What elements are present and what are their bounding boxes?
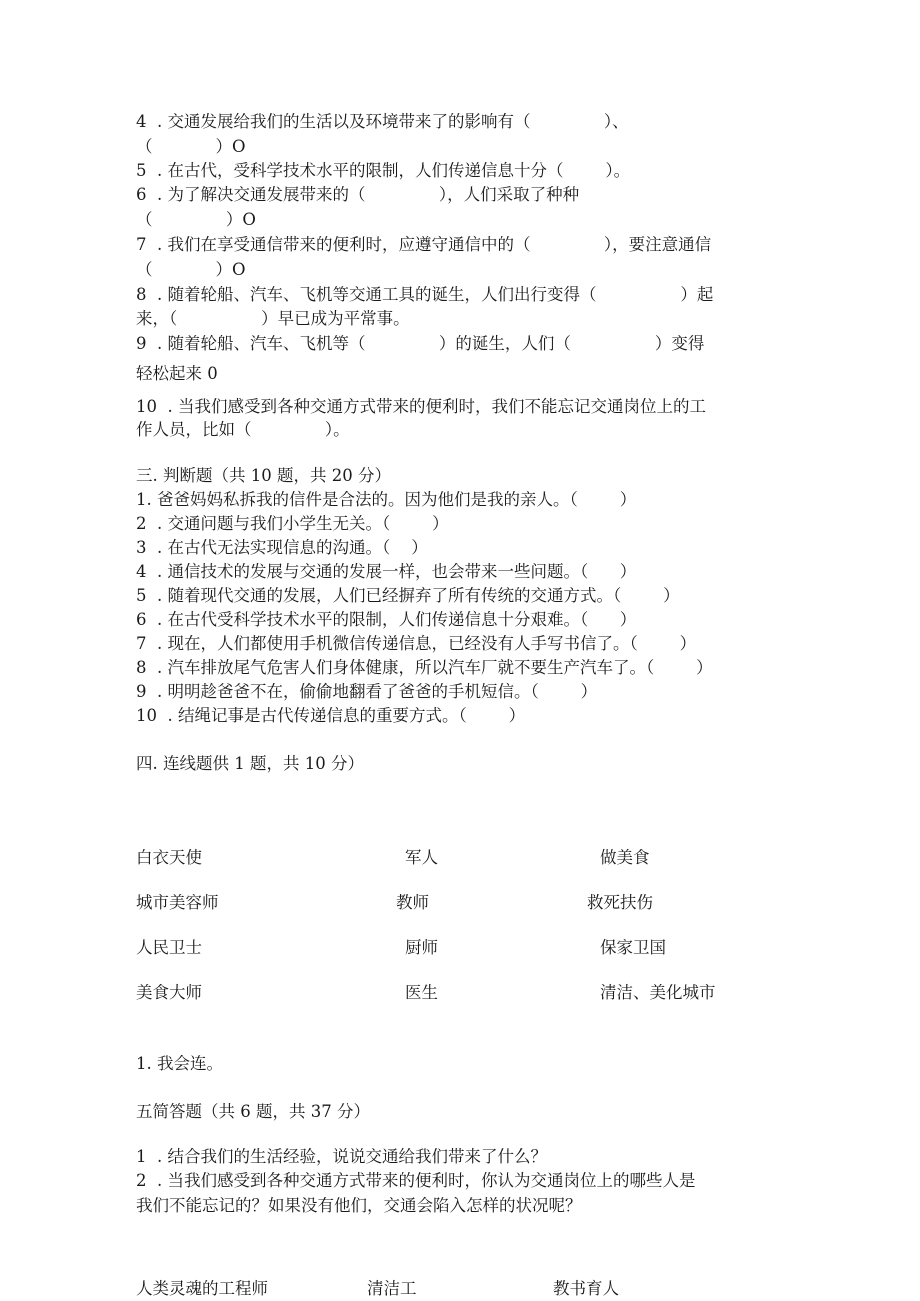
short-answer-q1: 1 . 结合我们的生活经验，说说交通给我们带来了什么？ (136, 1147, 547, 1166)
matching-right-4: 清洁、美化城市 (600, 983, 716, 1002)
fill-in-q7-line2: （ ）O (136, 260, 246, 279)
matching-right-3: 保家卫国 (600, 938, 666, 957)
fill-in-q9-line1: 9 . 随着轮船、汽车、飞机等（ ）的诞生，人们（ ）变得 (136, 334, 705, 353)
true-false-item-8: 8 . 汽车排放尾气危害人们身体健康，所以汽车厂就不要生产汽车了。（ ） (136, 658, 713, 677)
matching-left-2: 城市美容师 (136, 893, 219, 912)
fill-in-q9-line2: 轻松起来 0 (136, 364, 218, 383)
fill-in-q4-line1: 4 . 交通发展给我们的生活以及环境带来了的影响有（ ）、 (136, 112, 629, 131)
true-false-item-5: 5 . 随着现代交通的发展，人们已经摒弃了所有传统的交通方式。（ ） (136, 586, 680, 605)
true-false-item-2: 2 . 交通问题与我们小学生无关。（ ） (136, 514, 449, 533)
matching-mid-4: 医生 (405, 983, 438, 1002)
fill-in-q10-line2: 作人员，比如（ ）。 (136, 420, 350, 439)
true-false-item-9: 9 . 明明趁爸爸不在，偷偷地翻看了爸爸的手机短信。（ ） (136, 682, 598, 701)
true-false-item-1: 1. 爸爸妈妈私拆我的信件是合法的。因为他们是我的亲人。（ ） (136, 490, 637, 509)
fill-in-q8-line2: 来，（ ）早已成为平常事。 (136, 309, 410, 328)
matching-mid-2: 教师 (396, 893, 429, 912)
matching-left-3: 人民卫士 (136, 938, 202, 957)
short-answer-q2-line1: 2 . 当我们感受到各种交通方式带来的便利时，你认为交通岗位上的哪些人是 (136, 1171, 696, 1190)
matching-right-1: 做美食 (600, 848, 650, 867)
bottom-row-right: 教书育人 (553, 1279, 619, 1298)
fill-in-q8-line1: 8 . 随着轮船、汽车、飞机等交通工具的诞生，人们出行变得（ ）起 (136, 285, 714, 304)
fill-in-q5: 5 . 在古代，受科学技术水平的限制，人们传递信息十分（ ）。 (136, 161, 631, 180)
matching-mid-1: 军人 (405, 848, 438, 867)
short-answer-q2-line2: 我们不能忘记的？如果没有他们，交通会陷入怎样的状况呢？ (136, 1196, 582, 1215)
matching-mid-3: 厨师 (405, 938, 438, 957)
fill-in-q7-line1: 7 . 我们在享受通信带来的便利时，应遵守通信中的（ ），要注意通信 (136, 235, 712, 254)
matching-left-1: 白衣天使 (136, 848, 202, 867)
true-false-header: 三. 判断题（共 10 题，共 20 分） (136, 466, 391, 485)
true-false-item-4: 4 . 通信技术的发展与交通的发展一样，也会带来一些问题。（ ） (136, 562, 637, 581)
bottom-row-left: 人类灵魂的工程师 (136, 1279, 268, 1298)
fill-in-q10-line1: 10 . 当我们感受到各种交通方式带来的便利时，我们不能忘记交通岗位上的工 (136, 397, 706, 416)
bottom-row-mid: 清洁工 (367, 1279, 417, 1298)
matching-header: 四. 连线题供 1 题，共 10 分） (136, 754, 364, 773)
matching-right-2: 救死扶伤 (587, 893, 653, 912)
true-false-item-10: 10 . 结绳记事是古代传递信息的重要方式。（ ） (136, 706, 526, 725)
matching-item-1: 1. 我会连。 (136, 1054, 223, 1073)
short-answer-header: 五简答题（共 6 题，共 37 分） (136, 1102, 370, 1121)
true-false-item-3: 3 . 在古代无法实现信息的沟通。（ ） (136, 538, 428, 557)
true-false-item-7: 7 . 现在，人们都使用手机微信传递信息，已经没有人手写书信了。（ ） (136, 634, 697, 653)
true-false-item-6: 6 . 在古代受科学技术水平的限制，人们传递信息十分艰难。（ ） (136, 610, 637, 629)
matching-left-4: 美食大师 (136, 983, 202, 1002)
fill-in-q4-line2: （ ）O (136, 137, 246, 156)
fill-in-q6-line2: （ ）O (136, 210, 256, 229)
fill-in-q6-line1: 6 . 为了解决交通发展带来的（ ），人们采取了种种 (136, 185, 580, 204)
